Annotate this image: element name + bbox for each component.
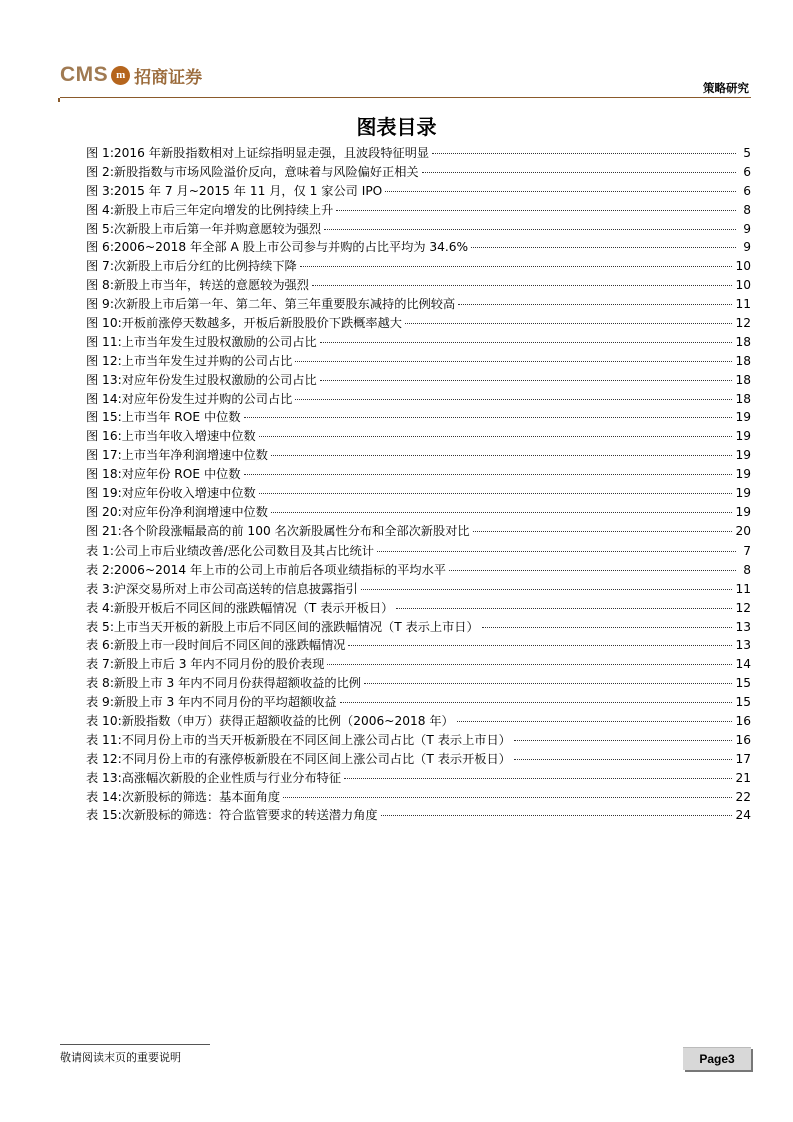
figure-entry[interactable] [86,257,751,276]
header-divider [60,97,751,98]
dot-leader [271,455,733,456]
header-divider-tick [58,98,60,102]
figure-entry-title: 2015 年 7 月~2015 年 11 月，仅 1 家公司 IPO [113,183,383,198]
figure-entry-title: 上市当年净利润增速中位数 [121,448,268,463]
table-entry-page-number: 12 [735,600,751,615]
table-entry-title: 新股上市 3 年内不同月份的平均超额收益 [113,695,337,710]
figure-entry-label: 图 20: [86,504,122,519]
figure-entry-label: 图 8: [86,278,114,293]
figure-entry-label: 图 11: [86,334,122,349]
table-entry-label: 表 3: [86,581,114,596]
table-entry-page-number: 22 [735,789,751,804]
figure-entry-page-number: 19 [735,429,751,444]
figure-entry-title: 对应年份发生过并购的公司占比 [121,391,293,406]
figure-entry[interactable] [86,163,751,182]
figure-entry-label: 图 13: [86,372,122,387]
company-logo [60,60,202,90]
figure-entry[interactable] [86,484,751,503]
figure-entry-page-number: 6 [743,164,751,179]
table-entry[interactable] [86,731,751,750]
figure-entry[interactable] [86,238,751,257]
figure-entry-page-number: 19 [735,486,751,501]
table-entry-page-number: 11 [735,581,751,596]
figure-entry-page-number: 19 [735,448,751,463]
figure-entry-page-number: 18 [735,353,751,368]
figure-entry-title: 新股指数与市场风险溢价反向，意味着与风险偏好正相关 [113,164,419,179]
dot-leader [259,493,733,494]
section-label: 策略研究 [703,81,749,95]
table-entry-label: 表 11: [86,732,122,747]
figure-entry-label: 图 14: [86,391,122,406]
table-entry-label: 表 9: [86,695,114,710]
figure-entry-label: 图 16: [86,429,122,444]
table-entry-label: 表 7: [86,657,114,672]
table-entry-title: 新股指数（申万）获得正超额收益的比例（2006~2018 年） [121,714,454,729]
figure-entry-page-number: 19 [735,410,751,425]
dot-leader [283,797,732,798]
figure-entry-label: 图 5: [86,221,114,236]
table-entry-title: 新股上市一段时间后不同区间的涨跌幅情况 [113,638,346,653]
table-entry-page-number: 8 [743,562,751,577]
table-entry-title: 公司上市后业绩改善/恶化公司数目及其占比统计 [113,544,374,558]
dot-leader [327,664,732,665]
figure-entry[interactable] [86,427,751,446]
figure-entry-page-number: 9 [743,240,751,255]
logo-chinese: 招商证券 [134,67,203,88]
table-entry-page-number: 21 [735,770,751,785]
dot-leader [432,153,736,154]
dot-leader [295,399,732,400]
logo-mark-icon: m [111,66,130,85]
figure-entry-page-number: 18 [735,372,751,387]
table-entry-label: 表 2: [86,562,114,577]
dot-leader [336,210,736,211]
table-entry-title: 新股上市 3 年内不同月份获得超额收益的比例 [113,676,361,691]
dot-leader [271,512,733,513]
figure-entry-page-number: 19 [735,504,751,519]
figure-entry[interactable] [86,333,751,352]
table-entry-label: 表 1: [86,544,114,558]
table-entry[interactable] [86,674,751,693]
figure-entry[interactable] [86,314,751,333]
table-entry-page-number: 24 [735,808,751,823]
table-entry-page-number: 16 [735,714,751,729]
table-entry-page-number: 16 [735,732,751,747]
logo-latin: CMS [60,63,109,86]
figure-entry-page-number: 19 [735,467,751,482]
table-entry[interactable] [86,693,751,712]
figure-entry-label: 图 6: [86,240,114,255]
figure-entry[interactable] [86,201,751,220]
page-number-badge [683,1047,751,1070]
table-entry-title: 新股开板后不同区间的涨跌幅情况（T 表示开板日） [113,600,394,615]
table-entry-label: 表 4: [86,600,114,615]
figure-entry-label: 图 9: [86,297,114,312]
table-entry[interactable] [86,561,751,580]
table-entry[interactable] [86,769,751,788]
table-entry-title: 沪深交易所对上市公司高送转的信息披露指引 [113,581,358,596]
table-entry-label: 表 8: [86,676,114,691]
dot-leader [514,740,733,741]
dot-leader [324,229,736,230]
dot-leader [458,304,732,305]
figure-entry-page-number: 12 [735,316,751,331]
disclaimer-note: 敬请阅读末页的重要说明 [60,1051,181,1064]
table-entry[interactable] [86,599,751,618]
figure-entry-title: 次新股上市后分红的比例持续下降 [113,259,297,274]
figure-entry-page-number: 6 [743,183,751,198]
figure-entry[interactable] [86,220,751,239]
dot-leader [471,247,736,248]
table-entry-label: 表 12: [86,751,122,766]
figure-entry[interactable] [86,408,751,427]
figure-entry[interactable] [86,522,751,541]
dot-leader [377,551,736,552]
table-entry-title: 高涨幅次新股的企业性质与行业分布特征 [121,770,342,785]
figure-entry-label: 图 2: [86,164,114,179]
dot-leader [295,361,732,362]
dot-leader [300,266,733,267]
dot-leader [361,589,733,590]
figure-entry-page-number: 10 [735,259,751,274]
figure-entry-title: 对应年份发生过股权激励的公司占比 [121,372,317,387]
table-entry-page-number: 15 [735,676,751,691]
figure-entry-page-number: 11 [735,297,751,312]
figure-entry-title: 次新股上市后第一年并购意愿较为强烈 [113,221,322,236]
figure-entry-title: 对应年份 ROE 中位数 [121,467,241,482]
figure-entry-page-number: 9 [743,221,751,236]
table-entry[interactable] [86,750,751,769]
figure-entry-label: 图 18: [86,467,122,482]
figure-entry-label: 图 3: [86,183,114,198]
figure-entry-title: 开板前涨停天数越多，开板后新股股价下跌概率越大 [121,316,402,331]
dot-leader [244,417,733,418]
dot-leader [259,436,733,437]
figure-entry[interactable] [86,371,751,390]
table-entry[interactable] [86,806,751,825]
figure-entry-title: 2016 年新股指数相对上证综指明显走强，且波段特征明显 [113,146,430,160]
table-entry-page-number: 17 [735,751,751,766]
table-entry-page-number: 13 [735,619,751,634]
page-title: 图表目录 [356,115,437,139]
figure-entry[interactable] [86,503,751,522]
figure-entry[interactable] [86,182,751,201]
dot-leader [514,759,733,760]
dot-leader [457,721,733,722]
figure-entry-label: 图 4: [86,202,114,217]
figure-entry-title: 新股上市当年，转送的意愿较为强烈 [113,278,309,293]
dot-leader [312,285,733,286]
figure-entry-label: 图 19: [86,486,122,501]
figure-entry-title: 对应年份净利润增速中位数 [121,504,268,519]
dot-leader [340,702,733,703]
figure-entry-page-number: 20 [735,523,751,538]
table-entry-page-number: 14 [735,657,751,672]
table-entry-title: 次新股标的筛选：基本面角度 [121,789,281,804]
dot-leader [473,531,733,532]
figure-entry-label: 图 21: [86,523,122,538]
table-entry[interactable] [86,788,751,807]
figure-entry[interactable] [86,465,751,484]
table-entry-title: 新股上市后 3 年内不同月份的股价表现 [113,657,325,672]
figure-entry[interactable] [86,295,751,314]
figure-entry-label: 图 1: [86,146,114,160]
figure-entry-title: 上市当年收入增速中位数 [121,429,256,444]
figure-entry-title: 上市当年发生过并购的公司占比 [121,353,293,368]
figure-entry-label: 图 7: [86,259,114,274]
dot-leader [405,323,732,324]
dot-leader [385,191,736,192]
table-entry-title: 2006~2014 年上市的公司上市前后各项业绩指标的平均水平 [113,562,446,577]
figure-entry-page-number: 5 [743,146,751,160]
table-entry-label: 表 13: [86,770,122,785]
page-number: Page3 [699,1052,735,1066]
figure-entry-label: 图 10: [86,316,122,331]
figure-entry-title: 上市当年发生过股权激励的公司占比 [121,334,317,349]
table-entry-label: 表 5: [86,619,114,634]
figure-entry-title: 2006~2018 年全部 A 股上市公司参与并购的占比平均为 34.6% [113,240,469,255]
figure-entry-page-number: 8 [743,202,751,217]
figure-entry-page-number: 18 [735,391,751,406]
figure-entry[interactable] [86,276,751,295]
table-entry[interactable] [86,655,751,674]
figure-entry-label: 图 15: [86,410,122,425]
dot-leader [364,683,732,684]
dot-leader [344,778,732,779]
table-entry-page-number: 7 [743,544,751,558]
figure-entry-page-number: 18 [735,334,751,349]
dot-leader [422,172,736,173]
figure-entry[interactable] [86,352,751,371]
figure-list [86,144,751,541]
table-list [86,542,751,825]
table-entry-title: 不同月份上市的当天开板新股在不同区间上涨公司占比（T 表示上市日） [121,732,511,747]
table-entry-page-number: 15 [735,695,751,710]
dot-leader [482,627,733,628]
table-entry[interactable] [86,636,751,655]
figure-entry-title: 次新股上市后第一年、第二年、第三年重要股东减持的比例较高 [113,297,456,312]
table-entry-label: 表 14: [86,789,122,804]
table-entry-title: 次新股标的筛选：符合监管要求的转送潜力角度 [121,808,378,823]
figure-entry-title: 新股上市后三年定向增发的比例持续上升 [113,202,334,217]
figure-entry-title: 上市当年 ROE 中位数 [121,410,241,425]
table-entry[interactable] [86,542,751,561]
dot-leader [320,342,733,343]
table-entry[interactable] [86,580,751,599]
table-entry-title: 不同月份上市的有涨停板新股在不同区间上涨公司占比（T 表示开板日） [121,751,511,766]
table-entry-title: 上市当天开板的新股上市后不同区间的涨跌幅情况（T 表示上市日） [113,619,479,634]
figure-entry-title: 各个阶段涨幅最高的前 100 名次新股属性分布和全部次新股对比 [121,523,470,538]
table-entry-page-number: 13 [735,638,751,653]
figure-entry[interactable] [86,446,751,465]
table-entry-label: 表 10: [86,714,122,729]
dot-leader [396,608,732,609]
table-entry[interactable] [86,618,751,637]
figure-entry-label: 图 17: [86,448,122,463]
table-entry-label: 表 15: [86,808,122,823]
table-entry-label: 表 6: [86,638,114,653]
figure-entry-page-number: 10 [735,278,751,293]
dot-leader [348,645,732,646]
figure-entry-label: 图 12: [86,353,122,368]
figure-entry[interactable] [86,390,751,409]
dot-leader [449,570,736,571]
dot-leader [381,815,733,816]
footer-divider [60,1044,210,1045]
figure-entry[interactable] [86,144,751,163]
dot-leader [320,380,733,381]
dot-leader [244,474,733,475]
table-entry[interactable] [86,712,751,731]
figure-entry-title: 对应年份收入增速中位数 [121,486,256,501]
